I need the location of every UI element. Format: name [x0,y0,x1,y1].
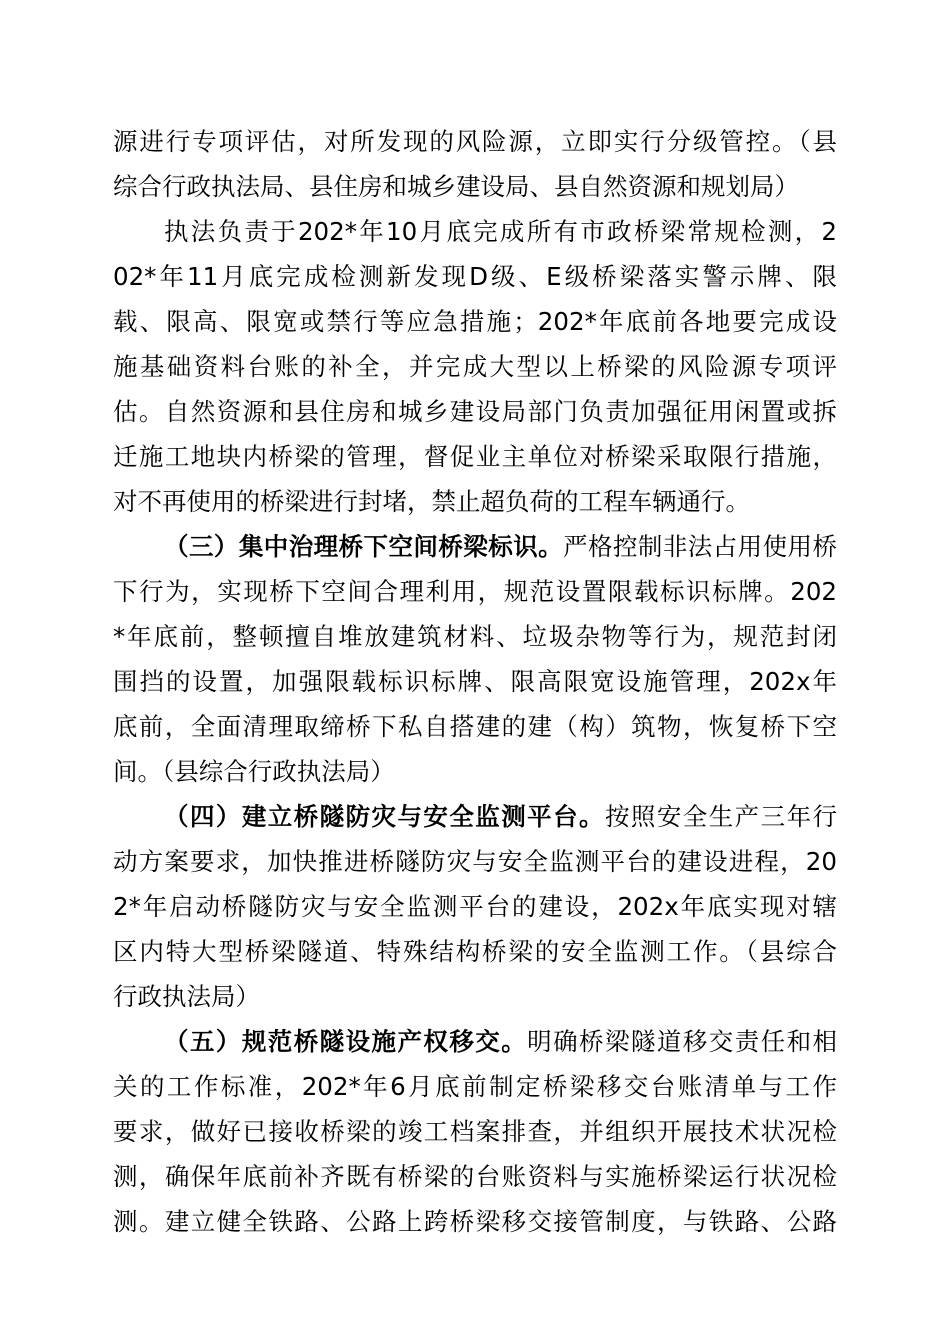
text-line: 估。自然资源和县住房和城乡建设局部门负责加强征用闲置或拆 [113,397,837,426]
text-line: 底前，全面清理取缔桥下私自搭建的建（构）筑物，恢复桥下空 [113,712,837,741]
text-line: 要求，做好已接收桥梁的竣工档案排查，并组织开展技术状况检 [113,1117,837,1146]
text-line: 载、限高、限宽或禁行等应急措施；202*年底前各地要完成设 [113,307,837,336]
text-line: 间。（县综合行政执法局） [113,757,395,786]
text-line: 施基础资料台账的补全，并完成大型以上桥梁的风险源专项评 [113,352,837,381]
section-heading-line [164,532,837,562]
text-line: 执法负责于202*年10月底完成所有市政桥梁常规检测，2 [164,217,837,246]
text-line: 迁施工地块内桥梁的管理，督促业主单位对桥梁采取限行措施， [113,442,837,471]
text-line: 行政执法局） [113,982,260,1011]
text-line: *年底前，整顿擅自堆放建筑材料、垃圾杂物等行为，规范封闭 [113,622,837,651]
text-line: 02*年11月底完成检测新发现D级、E级桥梁落实警示牌、限 [113,262,837,291]
section-heading: （五）规范桥隧设施产权移交。 [164,1027,528,1056]
text-line: 测，确保年底前补齐既有桥梁的台账资料与实施桥梁运行状况检 [113,1162,837,1191]
text-line: 下行为，实现桥下空间合理利用，规范设置限载标识标牌。202 [113,577,837,606]
text-line: 区内特大型桥梁隧道、特殊结构桥梁的安全监测工作。（县综合 [113,937,837,966]
text-line: 测。建立健全铁路、公路上跨桥梁移交接管制度，与铁路、公路 [113,1207,837,1236]
section-text: 严格控制非法占用使用桥 [563,532,838,561]
text-line: 对不再使用的桥梁进行封堵，禁止超负荷的工程车辆通行。 [113,487,750,516]
section-text: 按照安全生产三年行 [604,802,838,831]
section-heading-line [164,802,837,832]
text-line: 关的工作标准，202*年6月底前制定桥梁移交台账清单与工作 [113,1072,837,1101]
text-line: 动方案要求，加快推进桥隧防灾与安全监测平台的建设进程，20 [113,847,837,876]
text-line: 2*年启动桥隧防灾与安全监测平台的建设，202x年底实现对辖 [113,892,837,921]
section-text: 明确桥梁隧道移交责任和相 [527,1027,838,1056]
text-line: 综合行政执法局、县住房和城乡建设局、县自然资源和规划局） [113,172,799,201]
section-heading: （三）集中治理桥下空间桥梁标识。 [164,532,564,561]
text-line: 围挡的设置，加强限载标识标牌、限高限宽设施管理，202x年 [113,667,837,696]
section-heading: （四）建立桥隧防灾与安全监测平台。 [164,802,605,831]
section-heading-line [164,1027,837,1057]
text-line: 源进行专项评估，对所发现的风险源，立即实行分级管控。（县 [113,127,837,156]
